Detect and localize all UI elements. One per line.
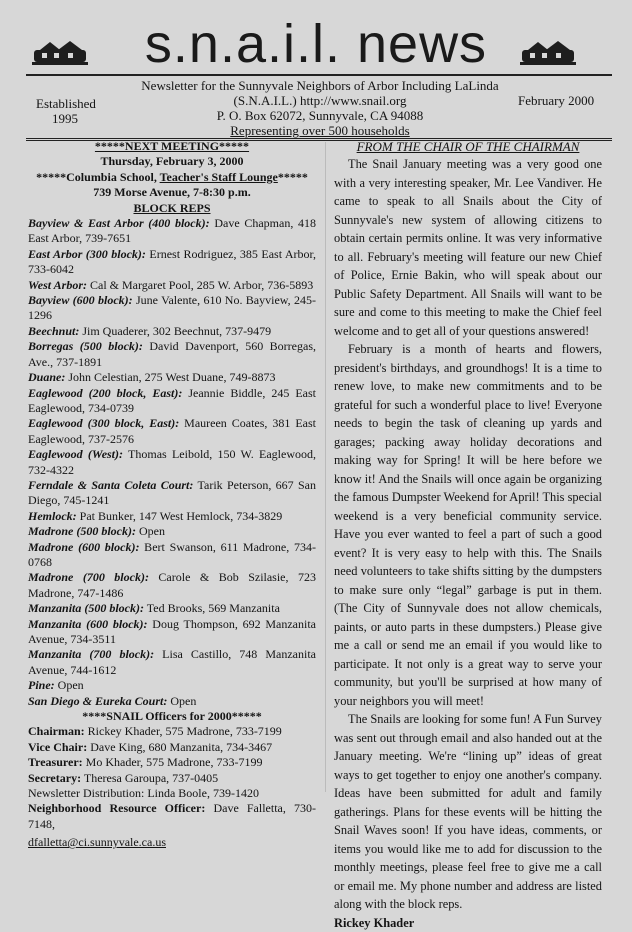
block-rep-entry [28,647,316,678]
block-rep-info: Lisa Castillo, 748 Manzanita Avenue, 744-1612 [28,647,316,676]
tagline: Newsletter for the Sunnyvale Neighbors of Arbor Including LaLinda [110,78,530,93]
block-rep-entry [28,678,316,693]
masthead-rule [26,74,612,76]
block-rep-entry [28,216,316,247]
representing-line: Representing over 500 households [110,123,530,138]
block-rep-area: Pine: [28,678,55,692]
block-reps-heading: BLOCK REPS [28,201,316,216]
block-rep-entry [28,278,316,293]
officers-heading: ****SNAIL Officers for 2000***** [28,709,316,724]
block-reps-list [28,216,316,709]
block-rep-entry [28,570,316,601]
acronym-url: (S.N.A.I.L.) http://www.snail.org [110,93,530,108]
block-rep-area: Madrone (600 block): [28,540,139,554]
meeting-heading: *****NEXT MEETING***** [28,139,316,154]
block-rep-info: Doug Thompson, 692 Manzanita Avenue, 734-3511 [28,617,316,646]
left-column [28,139,316,851]
right-column [334,139,602,932]
officer-info: Rickey Khader, 575 Madrone, 733-7199 [85,724,282,738]
established-label: Established [36,96,96,111]
block-rep-info: Open [136,524,165,538]
officer-role: Secretary: [28,771,81,785]
block-rep-info: Bert Swanson, 611 Madrone, 734-0768 [28,540,316,569]
masthead [0,8,632,80]
meeting-address: 739 Morse Avenue, 7-8:30 p.m. [28,185,316,200]
masthead-info [110,78,530,138]
officer-entry [28,724,316,739]
block-rep-entry [28,478,316,509]
block-rep-entry [28,447,316,478]
officer-role: Vice Chair: [28,740,87,754]
block-rep-info: Carole & Bob Szilasie, 723 Madrone, 747-1486 [28,570,316,599]
article-paragraph: The Snail January meeting was a very good one with a very interesting speaker, Mr. Lee Vandiver. He came to speak to all Snails about the City of Sunnyvale's new system of allowing citizens to obtain certain permits online. It was very informative to all. February's meeting will feature our new Chief of Police, Ernie Bakin, who will speak about our Public Safety Department. All Snails will want to be sure and come to this meeting to make the Chief feel welcome and to get all of your questions answered! [334,155,602,340]
block-rep-info: Cal & Margaret Pool, 285 W. Arbor, 736-5893 [87,278,313,292]
block-rep-info: Dave Chapman, 418 East Arbor, 739-7651 [28,216,316,245]
block-rep-area: Borregas (500 block): [28,339,143,353]
issue-date: February 2000 [518,93,594,109]
officer-entry [28,786,316,801]
block-rep-info: Open [167,694,196,708]
officer-role: Chairman: [28,724,85,738]
block-rep-area: Bayview & East Arbor (400 block): [28,216,210,230]
snail-logo-icon [518,36,578,70]
block-rep-info: Ted Brooks, 569 Manzanita [144,601,280,615]
block-rep-area: West Arbor: [28,278,87,292]
block-rep-info: Jeannie Biddle, 245 East Eaglewood, 734-0739 [28,386,316,415]
block-rep-info: Thomas Leibold, 150 W. Eaglewood, 732-4322 [28,447,316,476]
meeting-date: Thursday, February 3, 2000 [28,154,316,169]
block-rep-area: Eaglewood (West): [28,447,123,461]
mailing-address: P. O. Box 62072, Sunnyvale, CA 94088 [110,108,530,123]
officer-info: Theresa Garoupa, 737-0405 [81,771,218,785]
block-rep-area: Manzanita (500 block): [28,601,144,615]
officer-role: Neighborhood Resource Officer: [28,801,205,815]
block-rep-area: Madrone (700 block): [28,570,149,584]
block-rep-area: Eaglewood (200 block, East): [28,386,182,400]
officer-entry [28,740,316,755]
chair-heading: FROM THE CHAIR OF THE CHAIRMAN [334,139,602,155]
block-rep-info: Jim Quaderer, 302 Beechnut, 737-9479 [79,324,271,338]
article-paragraph: February is a month of hearts and flowers, president's birthdays, and groundhogs! It is a time to renew love, to make new commitments and to be grateful for such a wonderful place to live! Everyone needs to begin the task of cleaning up yards and garages; packing away holiday decorations and making way for Spring! It will be here before we know it! And the Snails will once again be organizing the famous Dumpster Weekend for April! This special weekend is a very beneficial community service. Have you ever wanted to feel a part of such a good event? It is very easy to help with this. The Snails need volunteers to take shifts sitting by the dumpsters to make sure only “legal” garbage is put in them. (The City of Sunnyvale does not allow chemicals, paints, or auto parts in these dumpsters.) Please give me a call or send me an email if you would like to participate. It not only is a great way to serve your community, but you'll be surprised at how many of your neighbors you will meet! [334,340,602,710]
block-rep-entry [28,324,316,339]
block-rep-area: Hemlock: [28,509,77,523]
officer-entry [28,755,316,770]
block-rep-area: Eaglewood (300 block, East): [28,416,179,430]
signoff: Rickey Khader [334,914,602,932]
meeting-location: *****Columbia School, Teacher's Staff Lounge***** [28,170,316,185]
block-rep-entry [28,601,316,616]
block-rep-entry [28,247,316,278]
chair-article [334,155,602,914]
column-divider [325,142,326,792]
block-rep-entry [28,540,316,571]
block-rep-info: Ernest Rodriguez, 385 East Arbor, 733-6042 [28,247,316,276]
officer-role: Treasurer: [28,755,83,769]
block-rep-info: Tarik Peterson, 667 San Diego, 745-1241 [28,478,316,507]
block-rep-area: Manzanita (700 block): [28,647,154,661]
block-rep-entry [28,416,316,447]
officers-list [28,724,316,832]
established-year: 1995 [36,111,96,126]
block-rep-area: East Arbor (300 block): [28,247,146,261]
block-rep-info: June Valente, 610 No. Bayview, 245-1296 [28,293,316,322]
block-rep-entry [28,370,316,385]
block-rep-entry [28,524,316,539]
established [36,96,96,126]
officer-info: Dave King, 680 Manzanita, 734-3467 [87,740,272,754]
block-rep-info: Pat Bunker, 147 West Hemlock, 734-3829 [77,509,283,523]
block-rep-area: Beechnut: [28,324,79,338]
block-rep-info: Maureen Coates, 381 East Eaglewood, 737-2576 [28,416,316,445]
block-rep-area: Manzanita (600 block): [28,617,148,631]
block-rep-entry [28,509,316,524]
block-rep-entry [28,617,316,648]
officer-info: Dave Falletta, 730-7148, [28,801,316,830]
block-rep-info: Open [55,678,84,692]
block-rep-area: Madrone (500 block): [28,524,136,538]
block-rep-area: Bayview (600 block): [28,293,133,307]
officer-entry [28,801,316,832]
article-paragraph: The Snails are looking for some fun! A Fun Survey was sent out through email and also handed out at the January meeting. We're “lining up” ideas of great ways to get together to enjoy one another's company. Ideas have been submitted for adult and family gatherings. Plans for these events will be hitting the Snail Waves soon! If you have ideas, comments, or items you would like me to add for discussion to the monthly meetings, please feel free to give me a call or email me. My phone number and address are listed along with the block reps. [334,710,602,914]
block-rep-entry [28,386,316,417]
officer-entry [28,771,316,786]
officer-info: Newsletter Distribution: Linda Boole, 739-1420 [28,786,259,800]
block-rep-entry [28,694,316,709]
newsletter-title: s.n.a.i.l. news [0,14,632,74]
block-rep-entry [28,293,316,324]
block-rep-area: Ferndale & Santa Coleta Court: [28,478,193,492]
block-rep-area: San Diego & Eureka Court: [28,694,167,708]
block-rep-area: Duane: [28,370,65,384]
block-rep-entry [28,339,316,370]
officer-info: Mo Khader, 575 Madrone, 733-7199 [83,755,263,769]
officer-email[interactable]: dfalletta@ci.sunnyvale.ca.us [28,835,316,850]
block-rep-info: John Celestian, 275 West Duane, 749-8873 [65,370,275,384]
block-rep-info: David Davenport, 560 Borregas, Ave., 737-1891 [28,339,316,368]
